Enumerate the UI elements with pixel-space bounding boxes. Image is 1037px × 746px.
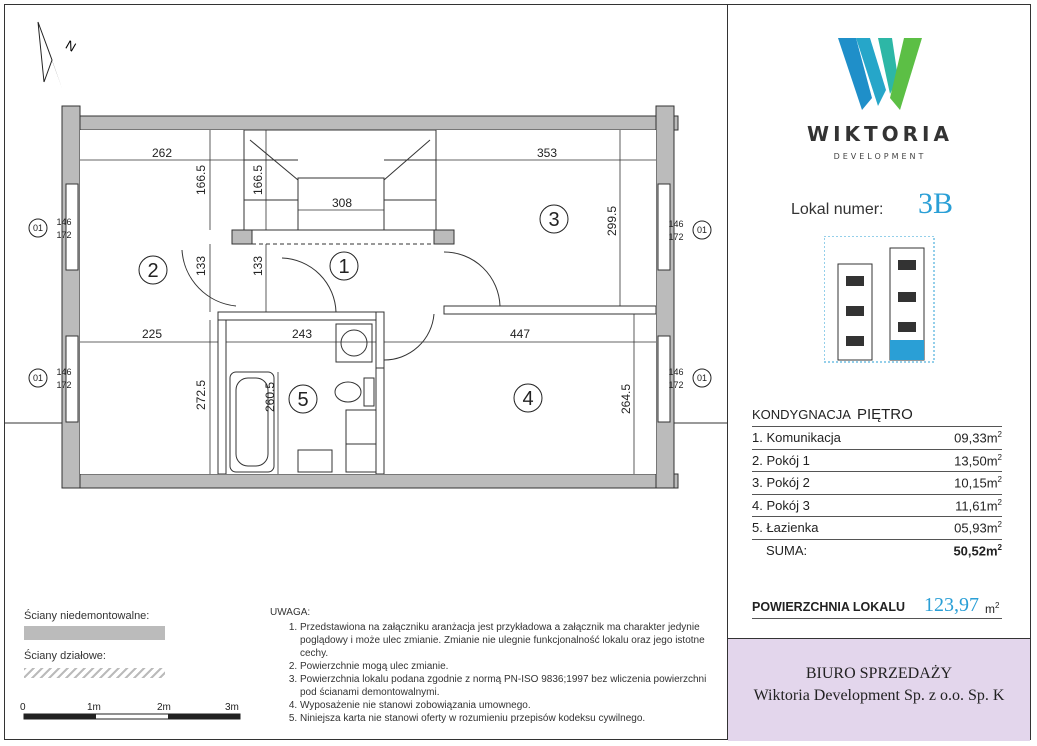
- room-5-label: 5: [297, 389, 309, 411]
- dim-447: 447: [510, 327, 531, 341]
- dim-260-5: 260.5: [263, 381, 277, 412]
- legend: [24, 610, 149, 662]
- note-2: 2. Powierzchnie mogą ulec zmianie.: [300, 660, 720, 673]
- room-row: [752, 516, 1002, 539]
- dim-264-5: 264.5: [619, 383, 633, 414]
- dim-272-5: 272.5: [194, 379, 208, 410]
- room-name: 4. Pokój 3: [752, 497, 810, 513]
- window-tag-1: 01: [32, 223, 44, 233]
- powierzchnia-unit: $m^2$: [985, 601, 1000, 616]
- powierzchnia-underline: [752, 618, 1002, 619]
- dim-133-b: 133: [251, 255, 265, 276]
- dim-353: 353: [537, 146, 558, 160]
- powierzchnia-label: POWIERZCHNIA LOKALU: [752, 600, 905, 614]
- dim-243: 243: [292, 327, 313, 341]
- window-dim-172-d: 172: [668, 380, 684, 390]
- dzialowe-hatch: [24, 668, 165, 678]
- window-tag-2: 01: [32, 373, 44, 383]
- room-3-label: 3: [548, 209, 560, 231]
- dim-262: 262: [152, 146, 173, 160]
- room-area: $05,93m^2$: [954, 520, 1002, 536]
- rooms-table: [752, 426, 1002, 561]
- lokal-label: Lokal numer:: [791, 201, 884, 218]
- note-4: 4. Wyposażenie nie stanowi zobowiązania umownego.: [300, 699, 720, 712]
- dim-166-5-b: 166.5: [251, 164, 265, 195]
- kondygnacja-value: PIĘTRO: [856, 406, 913, 423]
- window-dim-146-c: 146: [668, 219, 684, 229]
- room-name: 1. Komunikacja: [752, 430, 841, 445]
- info-panel: [727, 4, 1031, 740]
- kondygnacja: [752, 406, 913, 423]
- dim-225: 225: [142, 327, 163, 341]
- dim-166-5-a: 166.5: [194, 164, 208, 195]
- note-5: 5. Niniejsza karta nie stanowi oferty w rozumieniu przepisów kodeksu cywilnego.: [300, 712, 720, 725]
- room-2-label: 2: [147, 260, 159, 282]
- north-arrow-icon: [38, 22, 79, 88]
- note-3: 3. Powierzchnia lokalu podana zgodnie z normą PN-ISO 9836;1997 bez wliczenia powierzchni pod ścianami demontowalnymi.: [300, 673, 720, 699]
- window-dim-172-b: 172: [56, 380, 72, 390]
- scale-1m: 1m: [87, 702, 101, 713]
- room-name: 2. Pokój 1: [752, 452, 810, 468]
- window-dim-172-a: 172: [56, 230, 72, 240]
- kondygnacja-label: KONDYGNACJA: [752, 407, 851, 422]
- room-row: [752, 449, 1002, 472]
- building-key-plan: [824, 236, 936, 364]
- sum-row: [752, 539, 1002, 562]
- sales-office-company: Wiktoria Development Sp. z o.o. Sp. K: [753, 687, 1005, 704]
- sum-label: SUMA:: [766, 542, 808, 558]
- notes-title: UWAGA:: [270, 607, 311, 618]
- legend-dzialowe-label: Ściany działowe:: [24, 650, 106, 662]
- window-tag-3: 01: [696, 225, 708, 235]
- scale-0: 0: [20, 702, 26, 713]
- window-dim-146-d: 146: [668, 367, 684, 377]
- wiktoria-logo-icon: [838, 38, 922, 110]
- room-name: 5. Łazienka: [752, 520, 819, 535]
- room-row: [752, 471, 1002, 494]
- note-1: 1. Przedstawiona na załączniku aranżacja jest przykładowa a załącznik ma charakter jedynie poglądowy i może ulec zmianie. Zmianie nie ulegnie funkcjonalność lokalu oraz jego istotne cechy.: [300, 621, 720, 660]
- room-4-label: 4: [522, 388, 534, 410]
- room-row: [752, 494, 1002, 517]
- room-area: $09,33m^2$: [954, 430, 1002, 446]
- room-area: $13,50m^2$: [954, 452, 1002, 468]
- window-dim-146-b: 146: [56, 367, 72, 377]
- scale-2m: 2m: [157, 702, 171, 713]
- window-tag-4: 01: [696, 373, 708, 383]
- window-dim-146-a: 146: [56, 217, 72, 227]
- room-name: 3. Pokój 2: [752, 475, 810, 490]
- notes-section: [270, 606, 720, 725]
- sales-office-title: BIURO SPRZEDAŻY: [805, 665, 953, 682]
- north-label: N: [63, 37, 79, 55]
- scale-bar: [24, 714, 240, 719]
- lokal-number: 3B: [918, 187, 954, 220]
- dim-133-a: 133: [194, 255, 208, 276]
- sum-value: $50,52m^2$: [953, 542, 1002, 558]
- scale-3m: 3m: [225, 702, 239, 713]
- sales-office-box: [728, 638, 1030, 741]
- powierzchnia-value: 123,97: [924, 594, 979, 616]
- room-row: [752, 426, 1002, 449]
- room-area: $10,15m^2$: [954, 475, 1002, 491]
- brand-name: WIKTORIA: [807, 122, 953, 146]
- room-1-label: 1: [338, 256, 350, 278]
- window-dim-172-c: 172: [668, 232, 684, 242]
- room-area: $11,61m^2$: [955, 497, 1002, 513]
- brand-sub: DEVELOPMENT: [833, 152, 927, 161]
- dim-299-5: 299.5: [605, 205, 619, 236]
- legend-nondemo-label: Ściany niedemontowalne:: [24, 610, 150, 622]
- dim-308: 308: [332, 196, 353, 210]
